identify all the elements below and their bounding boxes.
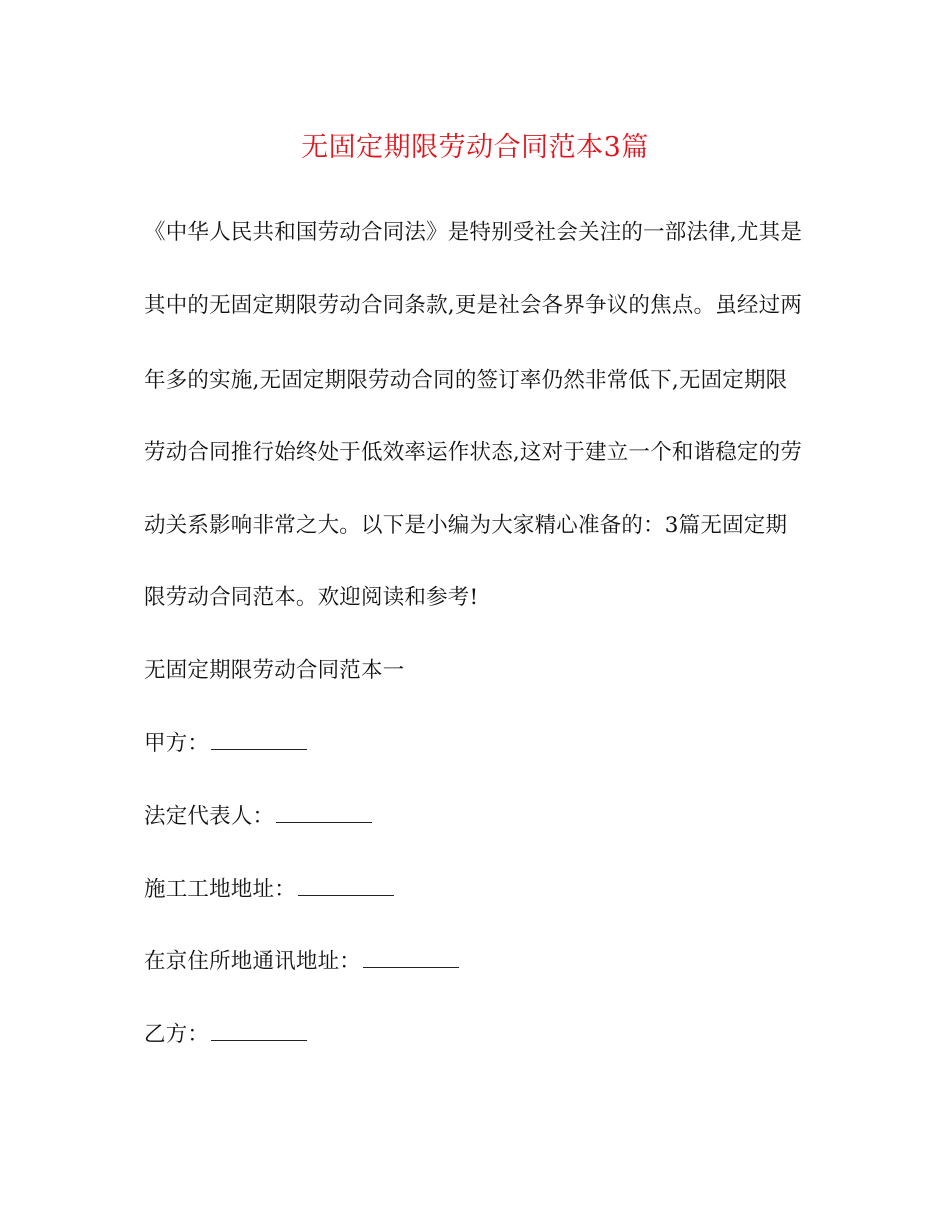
field-beijing-address: [144, 947, 459, 977]
intro-line: 《中华人民共和国劳动合同法》是特别受社会关注的一部法律,尤其是: [144, 220, 803, 245]
fill-in-blank: [276, 804, 372, 823]
field-label: 甲方：: [144, 731, 210, 756]
field-party-a: [144, 729, 307, 759]
fill-in-blank: [211, 1022, 307, 1041]
intro-line: 劳动合同推行始终处于低效率运作状态,这对于建立一个和谐稳定的劳: [144, 440, 803, 465]
document-title: 无固定期限劳动合同范本3篇: [301, 132, 649, 163]
field-label: 乙方：: [144, 1022, 210, 1047]
field-legal-representative: [144, 802, 372, 832]
field-site-address: [144, 875, 394, 905]
intro-line: 限劳动合同范本。欢迎阅读和参考!: [144, 585, 479, 610]
intro-line: 动关系影响非常之大。以下是小编为大家精心准备的：3篇无固定期: [144, 513, 788, 538]
fill-in-blank: [211, 731, 307, 750]
intro-line: 其中的无固定期限劳动合同条款,更是社会各界争议的焦点。虽经过两: [144, 293, 803, 318]
fill-in-blank: [363, 949, 459, 968]
field-party-b: [144, 1020, 307, 1050]
section-heading: 无固定期限劳动合同范本一: [144, 658, 405, 683]
intro-line: 年多的实施,无固定期限劳动合同的签订率仍然非常低下,无固定期限: [144, 368, 788, 393]
field-label: 施工工地地址：: [144, 877, 296, 902]
field-label: 法定代表人：: [144, 804, 275, 829]
field-label: 在京住所地通讯地址：: [144, 949, 362, 974]
fill-in-blank: [298, 877, 394, 896]
